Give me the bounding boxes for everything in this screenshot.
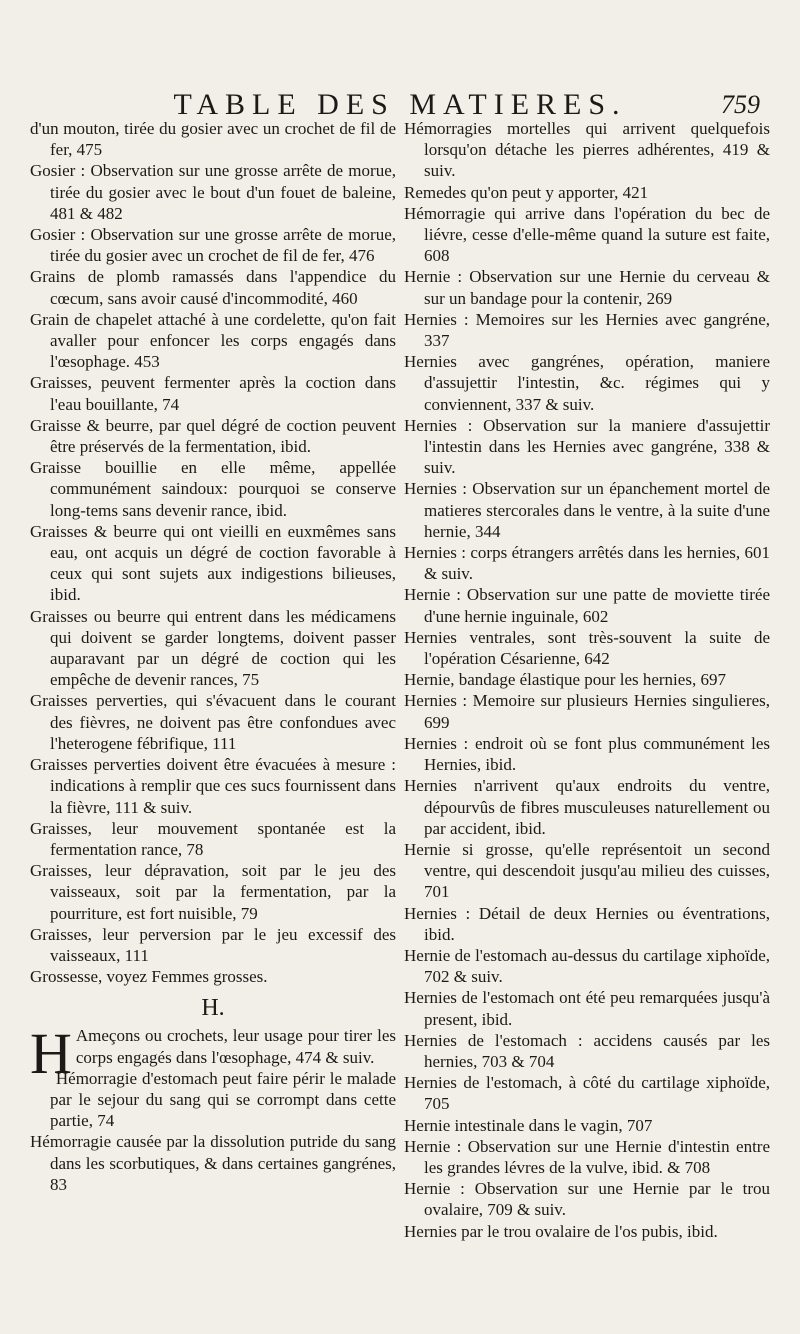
index-entry: Graisses, peuvent fermenter après la coction dans l'eau bouillante, 74 <box>30 373 396 414</box>
right-entries <box>404 118 770 1242</box>
index-entry: Hernie : Observation sur une patte de moviette tirée d'une hernie inguinale, 602 <box>404 585 770 626</box>
index-entry: Hémorragie d'estomach peut faire périr le malade par le sejour du sang qui se corrompt dans cette partie, 74 <box>50 1068 396 1131</box>
page-number: 759 <box>721 90 760 119</box>
index-entry: Hémorragies mortelles qui arrivent quelquefois lorsqu'on détache les pierres adhérentes, 419 & suiv. <box>404 119 770 181</box>
right-column <box>404 118 770 1242</box>
index-entry: Gosier : Observation sur une grosse arrête de morue, tirée du gosier avec un crochet de fil de fer, 476 <box>30 225 396 266</box>
index-entry: Hernie : Observation sur une Hernie d'intestin entre les grandes lévres de la vulve, ibid. & 708 <box>404 1136 770 1177</box>
index-entry: Graisses perverties, qui s'évacuent dans le courant des fièvres, ne doivent pas être confondues avec l'heterogene fébrifique, 111 <box>30 691 396 753</box>
index-entry: Hernies ventrales, sont très-souvent la suite de l'opération Césarienne, 642 <box>404 627 770 669</box>
index-entry: Hémorragie causée par la dissolution putride du sang dans les scorbutiques, & dans certaines gangrénes, 83 <box>30 1132 396 1194</box>
index-entry: Hernies avec gangrénes, opération, maniere d'assujettir l'intestin, &c. régimes qui y conviennent, 337 & suiv. <box>404 352 770 414</box>
index-entry: Grain de chapelet attaché à une cordelette, qu'on fait avaller pour enfoncer les corps engagés dans l'œsophage. 453 <box>30 309 396 372</box>
index-entry: Hernies : Observation sur un épanchement mortel de matieres stercorales dans le ventre, à la suite d'une hernie, 344 <box>404 479 770 541</box>
index-entry: Hernies n'arrivent qu'aux endroits du ventre, dépourvûs de fibres musculeuses naturellement ou par accident, ibid. <box>404 776 770 838</box>
index-entry: Graisse & beurre, par quel dégré de coction peuvent être préservés de la fermentation, ibid. <box>30 415 396 457</box>
left-entries-after-section <box>30 1068 396 1195</box>
index-entry: Hernie si grosse, qu'elle représentoit un second ventre, qui descendoit jusqu'au milieu des cuisses, 701 <box>404 839 770 902</box>
left-entries <box>30 118 396 987</box>
index-entry: Hernies : corps étrangers arrêtés dans les hernies, 601 & suiv. <box>404 543 770 584</box>
index-entry: Hernies : Memoire sur plusieurs Hernies singulieres, 699 <box>404 691 770 732</box>
index-entry: Graisses, leur perversion par le jeu excessif des vaisseaux, 111 <box>30 924 396 965</box>
index-entry: Graisses perverties doivent être évacuées à mesure : indications à remplir que ces sucs fournissent dans la fièvre, 111 & suiv. <box>30 755 396 817</box>
index-entry: Hernies de l'estomach ont été peu remarquées jusqu'à present, ibid. <box>404 988 770 1029</box>
index-entry: Grossesse, voyez Femmes grosses. <box>30 967 268 987</box>
index-entry: Grains de plomb ramassés dans l'appendice du cœcum, sans avoir causé d'incommodité, 460 <box>30 267 396 308</box>
index-entry: Gosier : Observation sur une grosse arrête de morue, tirée du gosier avec le bout d'un fouet de baleine, 481 & 482 <box>30 161 396 223</box>
section-letter-heading: H. <box>201 995 225 1022</box>
running-title: TABLE DES MATIERES. <box>173 88 627 121</box>
index-entry: Hernies : Memoires sur les Hernies avec gangréne, 337 <box>404 309 770 351</box>
index-entry: Hernie de l'estomach au-dessus du cartilage xiphoïde, 702 & suiv. <box>404 945 770 987</box>
index-entry: Hernie intestinale dans le vagin, 707 <box>404 1115 653 1135</box>
index-entry: Hémorragie qui arrive dans l'opération du bec de liévre, cesse d'elle-même quand la suture est faite, 608 <box>404 203 770 266</box>
index-entry: Graisses, leur dépravation, soit par le jeu des vaisseaux, soit par la fermentation, par la pourriture, est fort nuisible, 79 <box>30 861 396 923</box>
index-entry: Graisses & beurre qui ont vieilli en euxmêmes sans eau, ont acquis un dégré de coction favorable à ceux qui sont sujets aux indigestions bilieuses, ibid. <box>30 521 396 605</box>
index-entry: Graisse bouillie en elle même, appellée communément saindoux: pourquoi se conserve long-tems sans devenir rance, ibid. <box>30 458 396 520</box>
index-entry: Hernies : Observation sur la maniere d'assujettir l'intestin dans les Hernies avec gangréne, 338 & suiv. <box>404 415 770 478</box>
dropcap-entry <box>30 1021 396 1087</box>
index-entry: Hernies : endroit où se font plus communément les Hernies, ibid. <box>404 733 770 775</box>
index-entry: Hernie : Observation sur une Hernie par le trou ovalaire, 709 & suiv. <box>404 1179 770 1220</box>
index-entry: Hernie, bandage élastique pour les hernies, 697 <box>404 670 726 690</box>
index-entry: Hernies : Détail de deux Hernies ou éventrations, ibid. <box>404 903 770 944</box>
left-column <box>30 118 396 1195</box>
index-entry: Graisses, leur mouvement spontanée est la fermentation rance, 78 <box>30 818 396 859</box>
index-entry: d'un mouton, tirée du gosier avec un crochet de fil de fer, 475 <box>30 119 396 160</box>
dropcap-entry-text: Ameçons ou crochets, leur usage pour tirer les corps engagés dans l'œsophage, 474 & suiv. <box>75 1026 396 1067</box>
index-entry: Graisses ou beurre qui entrent dans les médicamens qui doivent se garder longtems, doivent passer auparavant par un dégré de coction qui les empêche de devenir rances, 75 <box>30 606 396 690</box>
index-entry: Hernies de l'estomach, à côté du cartilage xiphoïde, 705 <box>404 1073 770 1114</box>
index-entry: Hernies par le trou ovalaire de l'os pubis, ibid. <box>404 1221 718 1241</box>
index-entry: Hernie : Observation sur une Hernie du cerveau & sur un bandage pour la contenir, 269 <box>404 267 770 308</box>
index-entry: Remedes qu'on peut y apporter, 421 <box>404 182 649 202</box>
index-entry: Hernies de l'estomach : accidens causés par les hernies, 703 & 704 <box>404 1030 770 1071</box>
dropcap-letter: H <box>30 1021 72 1087</box>
